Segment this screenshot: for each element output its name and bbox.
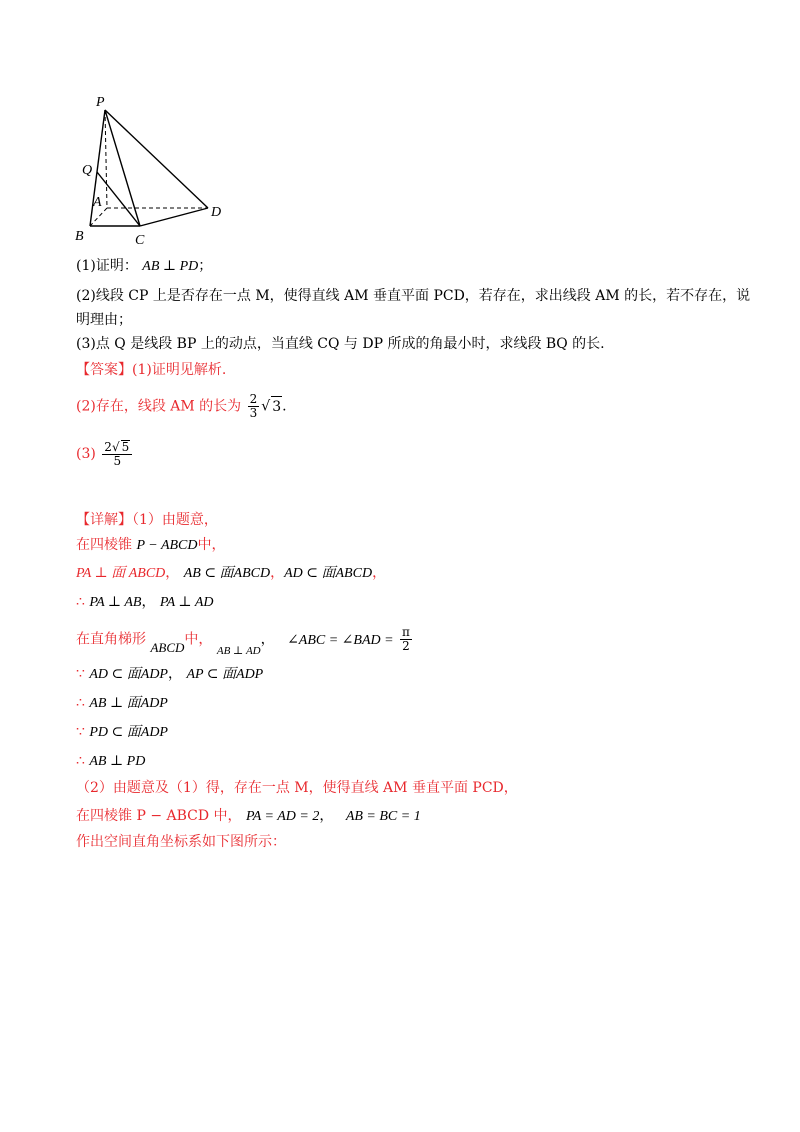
detail-text: 在四棱锥 P − ABCD 中，	[76, 808, 242, 824]
answer-line-1	[76, 360, 226, 380]
question-number: (1)	[76, 258, 96, 274]
math-expression: PA = AD = 2	[246, 809, 320, 824]
label-Q: Q	[82, 163, 93, 178]
detail-line-11: 在四棱锥 P − ABCD 中， PA = AD = 2， AB = BC = 1	[76, 808, 421, 824]
detail-text: （1）由题意，	[132, 512, 218, 528]
fraction-pi-over-2	[400, 626, 412, 653]
numerator: 2	[249, 392, 258, 406]
question-number: (2)	[76, 288, 96, 304]
detail-text: 作出空间直角坐标系如下图所示：	[76, 834, 286, 850]
question-text: 点 Q 是线段 BP 上的动点，当直线 CQ 与 DP 所成的角最小时，求线段 BQ 的长.	[95, 336, 605, 352]
math-expression: P − ABCD	[136, 538, 198, 553]
detail-line-8	[76, 722, 168, 743]
detail-line-12	[76, 832, 286, 852]
therefore-symbol: ∴	[76, 695, 85, 711]
math-expression: AB ⊂ 面ABCD	[183, 566, 271, 581]
question-2-line-2	[76, 310, 132, 330]
answer-text: (2)存在，线段 AM 的长为	[76, 398, 242, 415]
label-D: D	[211, 205, 222, 220]
edge-CD	[140, 208, 208, 226]
detail-line-4: ∴ PA ⊥ AB， PA ⊥ AD	[76, 594, 214, 610]
coefficient: 2	[104, 440, 112, 454]
math-expression: AP ⊂ 面ADP	[186, 667, 264, 682]
because-symbol: ∵	[76, 724, 85, 740]
label-P: P	[96, 95, 105, 110]
math-expression: PD ⊂ 面ADP	[89, 725, 168, 740]
answer-text: (1)证明见解析.	[132, 362, 227, 378]
answer-line-2	[76, 393, 287, 420]
math-expression: AB ⊥ 面ADP	[89, 696, 168, 711]
detail-text: 在直角梯形	[76, 631, 146, 648]
detail-text: 中，	[197, 537, 226, 553]
detail-text: （2）由题意及（1）得，存在一点 M，使得直线 AM 垂直平面 PCD，	[76, 780, 518, 796]
math-expression: ABCD	[150, 639, 185, 655]
answer-text: (3)	[76, 446, 96, 462]
detail-line-3	[76, 563, 386, 584]
punctuation: ，	[372, 565, 387, 581]
math-expression: AB ⊥ PD	[89, 754, 146, 769]
detail-line-10	[76, 778, 518, 798]
punctuation: ，	[270, 565, 285, 581]
fraction-2sqrt5-over-5	[102, 440, 132, 468]
denominator: 5	[113, 454, 122, 468]
answer-tag: 【答案】	[76, 362, 132, 378]
edge-PA	[105, 110, 107, 208]
math-expression: ∠ABC = ∠BAD =	[287, 632, 394, 648]
math-expression: AB ⊥ AD	[216, 644, 261, 657]
detail-text: 在四棱锥	[76, 537, 132, 553]
question-number: (3)	[76, 336, 96, 352]
denominator: 3	[249, 406, 258, 420]
question-3	[76, 334, 605, 354]
numerator: π	[402, 625, 410, 639]
therefore-symbol: ∴	[76, 753, 85, 769]
sqrt-radicand: 3	[271, 396, 282, 417]
label-A: A	[93, 195, 102, 210]
therefore-symbol: ∴	[76, 594, 85, 610]
detail-line-2	[76, 535, 226, 556]
because-symbol: ∵	[76, 666, 85, 682]
math-expression: PA ⊥ AD	[159, 595, 214, 610]
question-1	[76, 256, 212, 277]
punctuation: ，	[165, 565, 180, 581]
label-B: B	[75, 229, 84, 244]
fraction-two-thirds	[248, 393, 260, 420]
detail-text: 中，	[184, 631, 213, 648]
question-text: 证明：	[95, 258, 138, 274]
math-expression: PA ⊥ AB	[89, 595, 142, 610]
segment-QC	[97, 172, 140, 226]
detail-line-7	[76, 693, 168, 714]
detail-line-5: 在直角梯形 ABCD中， $_{AB \perp AD}$， ∠ABC = ∠BAD = $\frac{\pi}{2}$	[76, 625, 410, 657]
detail-line-1	[76, 510, 218, 530]
question-2-line-1	[76, 286, 750, 306]
question-text: 明理由；	[76, 312, 132, 328]
denominator: 2	[402, 639, 410, 653]
math-expression: AB = BC = 1	[345, 809, 421, 824]
detail-tag: 【详解】	[76, 512, 132, 528]
math-expression: AD ⊂ 面ABCD	[284, 566, 373, 581]
sqrt-radicand: 5	[121, 440, 130, 454]
punctuation: .	[282, 398, 287, 415]
label-C: C	[135, 233, 145, 248]
math-expression: PA ⊥ 面 ABCD	[76, 566, 166, 581]
math-expression: AB ⊥ PD	[142, 259, 199, 274]
pyramid-figure	[70, 90, 240, 250]
numerator: 2√ 5	[102, 440, 132, 455]
sqrt-sign: √	[261, 398, 271, 415]
detail-line-9	[76, 751, 145, 772]
math-expression: AD ⊂ 面ADP	[89, 667, 168, 682]
answer-line-3	[76, 440, 134, 468]
question-text: 线段 CP 上是否存在一点 M，使得直线 AM 垂直平面 PCD，若存在，求出线段 AM 的长，若不存在，说	[95, 288, 751, 304]
detail-line-6: ∵ AD ⊂ 面ADP， AP ⊂ 面ADP	[76, 666, 264, 682]
punctuation: ；	[198, 258, 213, 274]
